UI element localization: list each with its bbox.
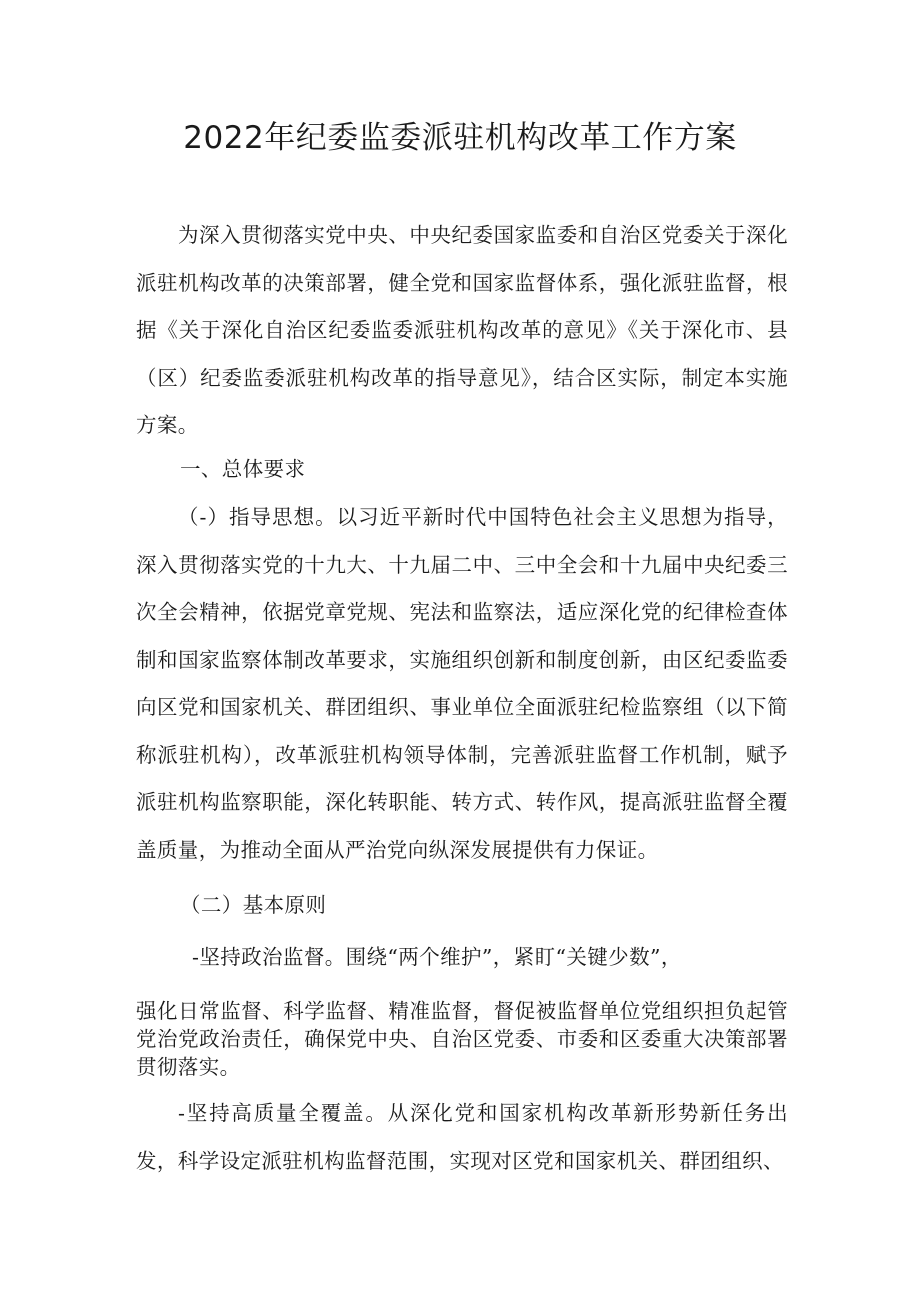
principle-full-coverage-paragraph: -坚持高质量全覆盖。从深化党和国家机构改革新形势新任务出发，科学设定派驻机构监督范围，实现对区党和国家机关、群团组织、 (136, 1101, 788, 1173)
principle-political-supervision-continuation: 强化日常监督、科学监督、精准监督，督促被监督单位党组织担负起管党治党政治责任，确保党中央、自治区党委、市委和区委重大决策部署贯彻落实。 (136, 999, 788, 1079)
document-title: 2022年纪委监委派驻机构改革工作方案 (183, 120, 737, 156)
section-heading-general-requirements: 一、总体要求 (180, 457, 306, 481)
guiding-ideology-paragraph: （-）指导思想。以习近平新时代中国特色社会主义思想为指导，深入贯彻落实党的十九大、十九届二中、三中全会和十九届中央纪委三次全会精神，依据党章党规、宪法和监察法，适应深化党的纪律检查体制和国家监察体制改革要求，实施组织创新和制度创新，由区纪委监委向区党和国家机关、群团组织、事业单位全面派驻纪检监察组（以下简称派驻机构），改革派驻机构领导体制，完善派驻监督工作机制，赋予派驻机构监察职能，深化转职能、转方式、转作风，提高派驻监督全覆盖质量，为推动全面从严治党向纵深发展提供有力保证。 (136, 505, 788, 862)
subsection-heading-basic-principles: （二）基本原则 (180, 893, 327, 917)
principle-political-supervision-first-line: -坚持政治监督。围绕“两个维护”，紧盯“关键少数”， (192, 945, 682, 969)
intro-paragraph: 为深入贯彻落实党中央、中央纪委国家监委和自治区党委关于深化派驻机构改革的决策部署，健全党和国家监督体系，强化派驻监督，根据《关于深化自治区纪委监委派驻机构改革的意见》《关于深化市、县（区）纪委监委派驻机构改革的指导意见》，结合区实际，制定本实施方案。 (136, 223, 788, 437)
